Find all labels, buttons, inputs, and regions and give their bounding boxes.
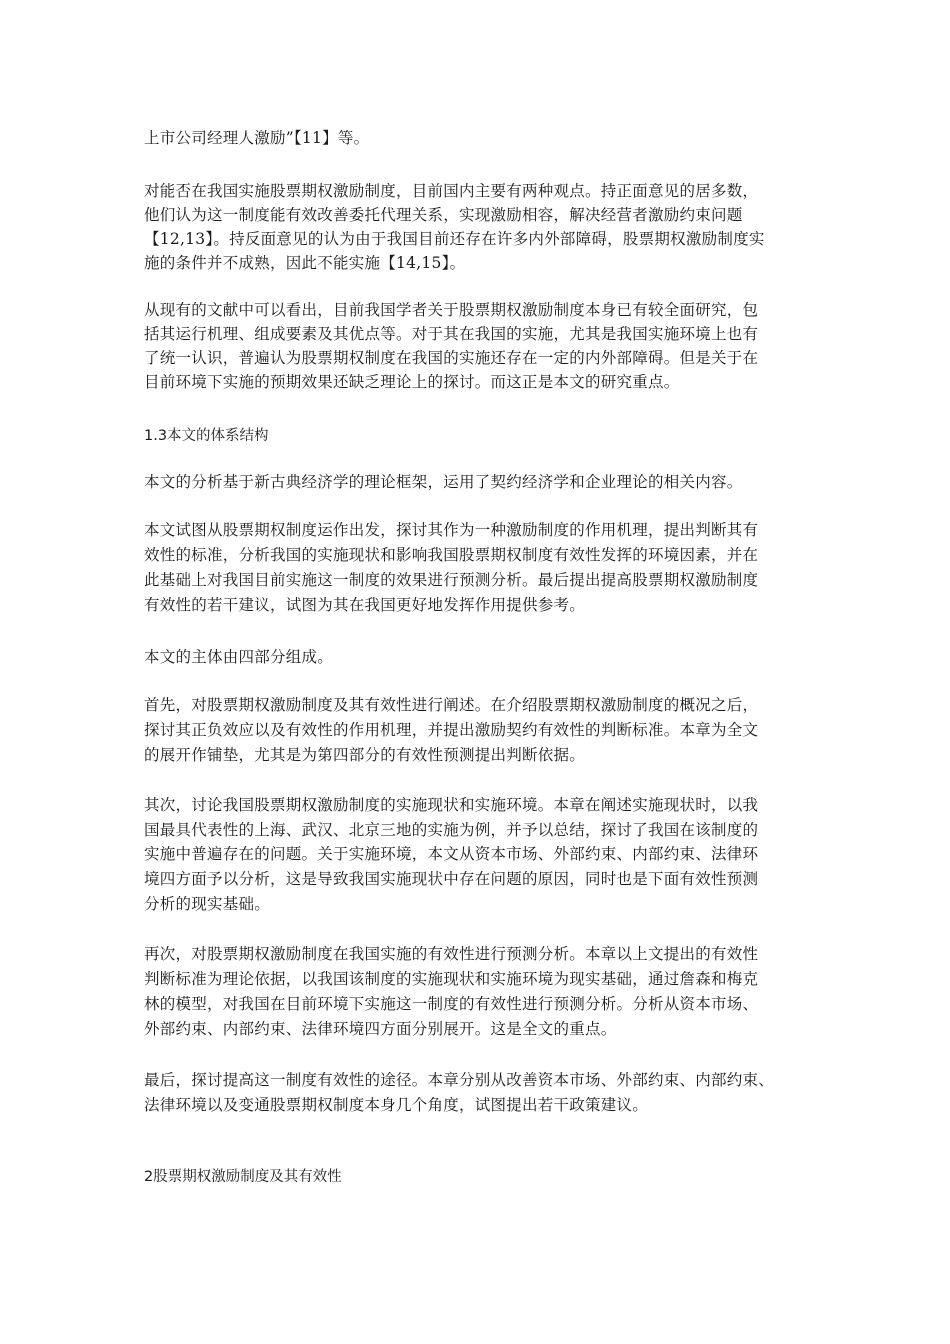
text-line: 效性的标准，分析我国的实施现状和影响我国股票期权制度有效性发挥的环境因素，并在 <box>144 546 759 564</box>
text-line: 施的条件并不成熟，因此不能实施【14,15】。 <box>144 254 466 272</box>
text-line: 括其运行机理、组成要素及其优点等。对于其在我国的实施，尤其是我国实施环境上也有 <box>144 325 759 343</box>
text-line: 外部约束、内部约束、法律环境四方面分别展开。这是全文的重点。 <box>144 1020 617 1038</box>
text-line: 本文试图从股票期权制度运作出发，探讨其作为一种激励制度的作用机理，提出判断其有 <box>144 521 759 539</box>
text-line: 的展开作铺垫，尤其是为第四部分的有效性预测提出判断依据。 <box>144 746 586 764</box>
text-line: 分析的现实基础。 <box>144 895 271 913</box>
chapter-heading-2: 2股票期权激励制度及其有效性 <box>144 1169 342 1185</box>
text-line: 了统一认识，普遍认为股票期权制度在我国的实施还存在一定的内外部障碍。但是关于在 <box>144 349 759 367</box>
text-line: 他们认为这一制度能有效改善委托代理关系，实现激励相容，解决经营者激励约束问题 <box>144 206 743 224</box>
text-line: 探讨其正负效应以及有效性的作用机理，并提出激励契约有效性的判断标准。本章为全文 <box>144 721 759 739</box>
text-line: 有效性的若干建议，试图为其在我国更好地发挥作用提供参考。 <box>144 596 586 614</box>
text-line: 目前环境下实施的预期效果还缺乏理论上的探讨。而这正是本文的研究重点。 <box>144 373 680 391</box>
text-line: 从现有的文献中可以看出，目前我国学者关于股票期权激励制度本身已有较全面研究，包 <box>144 301 759 319</box>
text-line: 本文的分析基于新古典经济学的理论框架，运用了契约经济学和企业理论的相关内容。 <box>144 473 743 491</box>
text-line: 此基础上对我国目前实施这一制度的效果进行预测分析。最后提出提高股票期权激励制度 <box>144 571 759 589</box>
text-line: 【12,13】。持反面意见的认为由于我国目前还存在许多内外部障碍，股票期权激励制度实 <box>144 230 765 248</box>
text-line: 判断标准为理论依据，以我国该制度的实施现状和实施环境为现实基础，通过詹森和梅克 <box>144 970 759 988</box>
text-line: 境四方面予以分析，这是导致我国实施现状中存在问题的原因，同时也是下面有效性预测 <box>144 870 759 888</box>
text-line: 再次，对股票期权激励制度在我国实施的有效性进行预测分析。本章以上文提出的有效性 <box>144 945 759 963</box>
text-line: 本文的主体由四部分组成。 <box>144 648 334 666</box>
text-line: 上市公司经理人激励”【11】等。 <box>144 129 370 147</box>
text-line: 实施中普遍存在的问题。关于实施环境，本文从资本市场、外部约束、内部约束、法律环 <box>144 845 759 863</box>
text-line: 最后，探讨提高这一制度有效性的途径。本章分别从改善资本市场、外部约束、内部约束、 <box>144 1071 775 1089</box>
section-heading-1-3: 1.3本文的体系结构 <box>144 428 269 444</box>
text-line: 林的模型，对我国在目前环境下实施这一制度的有效性进行预测分析。分析从资本市场、 <box>144 995 759 1013</box>
text-line: 其次，讨论我国股票期权激励制度的实施现状和实施环境。本章在阐述实施现状时，以我 <box>144 796 759 814</box>
text-line: 首先，对股票期权激励制度及其有效性进行阐述。在介绍股票期权激励制度的概况之后， <box>144 696 759 714</box>
text-line: 对能否在我国实施股票期权激励制度，目前国内主要有两种观点。持正面意见的居多数， <box>144 182 759 200</box>
text-line: 国最具代表性的上海、武汉、北京三地的实施为例，并予以总结，探讨了我国在该制度的 <box>144 821 759 839</box>
text-line: 法律环境以及变通股票期权制度本身几个角度，试图提出若干政策建议。 <box>144 1096 649 1114</box>
